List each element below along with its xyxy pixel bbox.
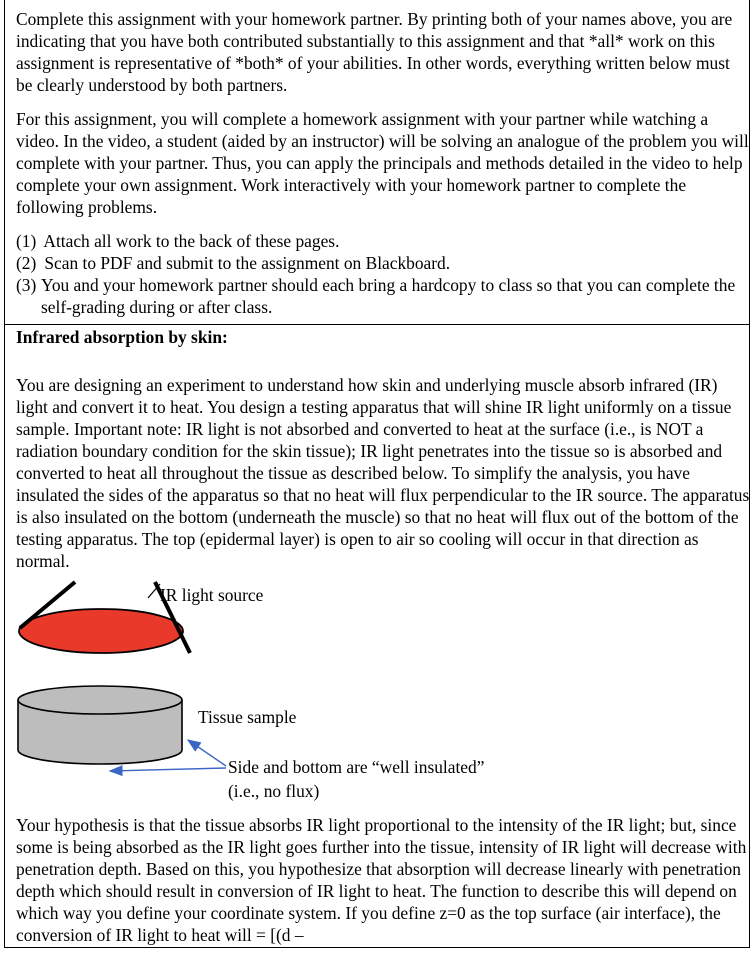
tissue-sample-label: Tissue sample <box>198 707 297 727</box>
step-1-number: (1) <box>16 231 37 251</box>
intro-paragraph-2: For this assignment, you will complete a homework assignment with your partner while watching a video. In the video, a student (aided by an instructor) will be solving an analogue of the problem you will complete with your partner. Thus, you can apply the principals and methods detailed in the video to help complete your own assignment. Work interactively with your homework partner to complete the following problems. <box>16 109 749 217</box>
intro-paragraph-1: Complete this assignment with your homework partner. By printing both of your names above, you are indicating that you have both contributed substantially to this assignment and that *all* work on this assignment is representative of *both* of your abilities. In other words, everything written below must be clearly understood by both partners. <box>16 9 733 95</box>
step-2-number: (2) <box>16 253 37 273</box>
problem-heading: Infrared absorption by skin: <box>16 327 228 347</box>
step-2-text: Scan to PDF and submit to the assignment on Blackboard. <box>44 253 451 273</box>
arrow-to-side <box>188 740 226 766</box>
ir-lamp-ellipse <box>19 609 183 653</box>
ir-source-label: IR light source <box>160 585 264 605</box>
step-1-text: Attach all work to the back of these pages. <box>43 231 340 251</box>
hypothesis-paragraph: Your hypothesis is that the tissue absorbs IR light proportional to the intensity of the IR light; but, since some is being absorbed as the IR light goes further into the tissue, intensity of IR light will decrease with penetration depth. Based on this, you hypothesize that absorption will decrease linearly with penetration depth which should result in conversion of IR light to heat. The function to describe this will depend on which way you define your coordinate system. If you define z=0 as the top surface (air interface), the conversion of IR light to heat will = [(d – <box>16 815 747 945</box>
insulation-label-line-1: Side and bottom are “well insulated” <box>228 757 485 777</box>
insulation-label-line-2: (i.e., no flux) <box>228 781 320 801</box>
arrow-to-bottom <box>110 768 226 771</box>
step-3-text: You and your homework partner should each bring a hardcopy to class so that you can complete the self-grading during or after class. <box>41 275 736 317</box>
problem-description: You are designing an experiment to understand how skin and underlying muscle absorb infrared (IR) light and convert it to heat. You design a testing apparatus that will shine IR light uniformly on a tissue sample. Important note: IR light is not absorbed and converted to heat at the surface (i.e., is NOT a radiation boundary condition for the skin tissue); IR light penetrates into the tissue so is absorbed and converted to heat all throughout the tissue as described below. To simplify the analysis, you have insulated the sides of the apparatus so that no heat will flux perpendicular to the IR source. The apparatus is also insulated on the bottom (underneath the muscle) so that no heat will flux out of the bottom of the testing apparatus. The top (epidermal layer) is open to air so cooling will occur in that direction as normal. <box>16 375 750 571</box>
step-3-number: (3) <box>16 275 37 295</box>
tissue-cylinder-top <box>18 686 182 714</box>
